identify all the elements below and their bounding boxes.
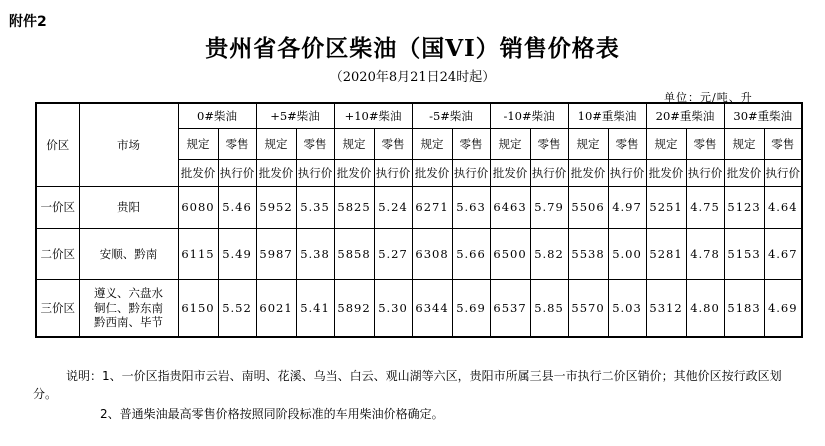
price-cell: 4.69 — [764, 280, 802, 338]
header-product: -5#柴油 — [412, 103, 490, 129]
price-cell: 5825 — [334, 187, 374, 229]
market-line: 黔西南、毕节 — [94, 315, 163, 330]
header-sub: 零售 — [296, 129, 334, 160]
unit-label: 单位：元/吨、升 — [664, 91, 753, 104]
table-row — [36, 280, 802, 338]
price-cell: 4.78 — [686, 229, 724, 280]
price-cell: 5.03 — [608, 280, 646, 338]
price-cell: 5.24 — [374, 187, 412, 229]
header-sub: 批发价 — [490, 160, 530, 187]
price-cell: 6308 — [412, 229, 452, 280]
header-sub: 执行价 — [218, 160, 256, 187]
header-sub: 批发价 — [412, 160, 452, 187]
header-sub: 零售 — [608, 129, 646, 160]
price-cell: 4.67 — [764, 229, 802, 280]
price-cell: 5.35 — [296, 187, 334, 229]
market-cell — [79, 187, 178, 229]
price-cell: 4.75 — [686, 187, 724, 229]
price-cell: 5.38 — [296, 229, 334, 280]
price-cell: 5.49 — [218, 229, 256, 280]
header-sub: 零售 — [764, 129, 802, 160]
header-market: 市场 — [79, 103, 178, 187]
table-row — [36, 229, 802, 280]
effective-date: （2020年8月21日24时起） — [329, 70, 496, 85]
price-cell: 5858 — [334, 229, 374, 280]
header-sub: 执行价 — [296, 160, 334, 187]
header-sub: 零售 — [686, 129, 724, 160]
header-product: 0#柴油 — [178, 103, 256, 129]
header-sub: 零售 — [374, 129, 412, 160]
price-cell: 5123 — [724, 187, 764, 229]
attachment-label: 附件2 — [9, 14, 47, 30]
price-cell: 6150 — [178, 280, 218, 338]
header-product: 30#重柴油 — [724, 103, 802, 129]
header-sub: 批发价 — [256, 160, 296, 187]
header-sub: 执行价 — [686, 160, 724, 187]
header-sub: 零售 — [218, 129, 256, 160]
header-sub: 规定 — [412, 129, 452, 160]
price-cell: 4.80 — [686, 280, 724, 338]
price-cell: 5.52 — [218, 280, 256, 338]
price-table — [35, 102, 803, 338]
price-cell: 5570 — [568, 280, 608, 338]
header-sub: 规定 — [256, 129, 296, 160]
page-title: 贵州省各价区柴油（国VI）销售价格表 — [205, 35, 620, 62]
price-cell: 5.63 — [452, 187, 490, 229]
header-sub: 规定 — [568, 129, 608, 160]
header-sub: 批发价 — [568, 160, 608, 187]
price-cell: 5.27 — [374, 229, 412, 280]
price-cell: 6021 — [256, 280, 296, 338]
price-cell: 4.97 — [608, 187, 646, 229]
price-cell: 5281 — [646, 229, 686, 280]
price-cell: 5153 — [724, 229, 764, 280]
price-cell: 5538 — [568, 229, 608, 280]
price-cell: 5.79 — [530, 187, 568, 229]
header-sub: 规定 — [178, 129, 218, 160]
price-cell: 6500 — [490, 229, 530, 280]
price-cell: 5.85 — [530, 280, 568, 338]
price-cell: 5.69 — [452, 280, 490, 338]
price-cell: 6463 — [490, 187, 530, 229]
header-sub: 批发价 — [646, 160, 686, 187]
header-row-products — [36, 103, 802, 129]
header-sub: 规定 — [334, 129, 374, 160]
market-line: 遵义、六盘水 — [94, 286, 163, 301]
market-line: 铜仁、黔东南 — [94, 300, 163, 315]
price-cell: 5.30 — [374, 280, 412, 338]
note-2: 2、普通柴油最高零售价格按照同阶段标准的车用柴油价格确定。 — [100, 407, 444, 421]
price-cell: 6080 — [178, 187, 218, 229]
header-sub: 规定 — [646, 129, 686, 160]
price-cell: 6537 — [490, 280, 530, 338]
header-sub: 规定 — [724, 129, 764, 160]
header-product: +10#柴油 — [334, 103, 412, 129]
zone-cell: 三价区 — [36, 280, 79, 338]
zone-cell: 一价区 — [36, 187, 79, 229]
header-product: 10#重柴油 — [568, 103, 646, 129]
price-cell: 5952 — [256, 187, 296, 229]
header-sub: 执行价 — [608, 160, 646, 187]
header-product: -10#柴油 — [490, 103, 568, 129]
market-line: 安顺、黔南 — [99, 246, 158, 261]
header-sub: 零售 — [530, 129, 568, 160]
header-product: +5#柴油 — [256, 103, 334, 129]
header-sub: 执行价 — [374, 160, 412, 187]
price-cell: 5506 — [568, 187, 608, 229]
market-cell — [79, 229, 178, 280]
price-cell: 5987 — [256, 229, 296, 280]
table-row — [36, 187, 802, 229]
price-cell: 6115 — [178, 229, 218, 280]
header-sub: 零售 — [452, 129, 490, 160]
price-cell: 5312 — [646, 280, 686, 338]
price-cell: 5892 — [334, 280, 374, 338]
price-cell: 6271 — [412, 187, 452, 229]
price-cell: 5.66 — [452, 229, 490, 280]
price-cell: 5.46 — [218, 187, 256, 229]
price-cell: 5.00 — [608, 229, 646, 280]
price-cell: 5251 — [646, 187, 686, 229]
header-sub: 批发价 — [178, 160, 218, 187]
price-cell: 6344 — [412, 280, 452, 338]
price-cell: 5.41 — [296, 280, 334, 338]
zone-cell: 二价区 — [36, 229, 79, 280]
market-cell — [79, 280, 178, 338]
price-cell: 4.64 — [764, 187, 802, 229]
header-product: 20#重柴油 — [646, 103, 724, 129]
header-sub: 执行价 — [764, 160, 802, 187]
header-sub: 批发价 — [724, 160, 764, 187]
header-sub: 执行价 — [530, 160, 568, 187]
price-cell: 5183 — [724, 280, 764, 338]
header-zone: 价区 — [36, 103, 79, 187]
note-1: 说明：1、一价区指贵阳市云岩、南明、花溪、乌当、白云、观山湖等六区，贵阳市所属三县一市执行二价区销价；其他价区按行政区划分。 — [33, 369, 782, 401]
header-sub: 批发价 — [334, 160, 374, 187]
header-sub: 规定 — [490, 129, 530, 160]
price-cell: 5.82 — [530, 229, 568, 280]
header-sub: 执行价 — [452, 160, 490, 187]
market-line: 贵阳 — [117, 200, 140, 215]
